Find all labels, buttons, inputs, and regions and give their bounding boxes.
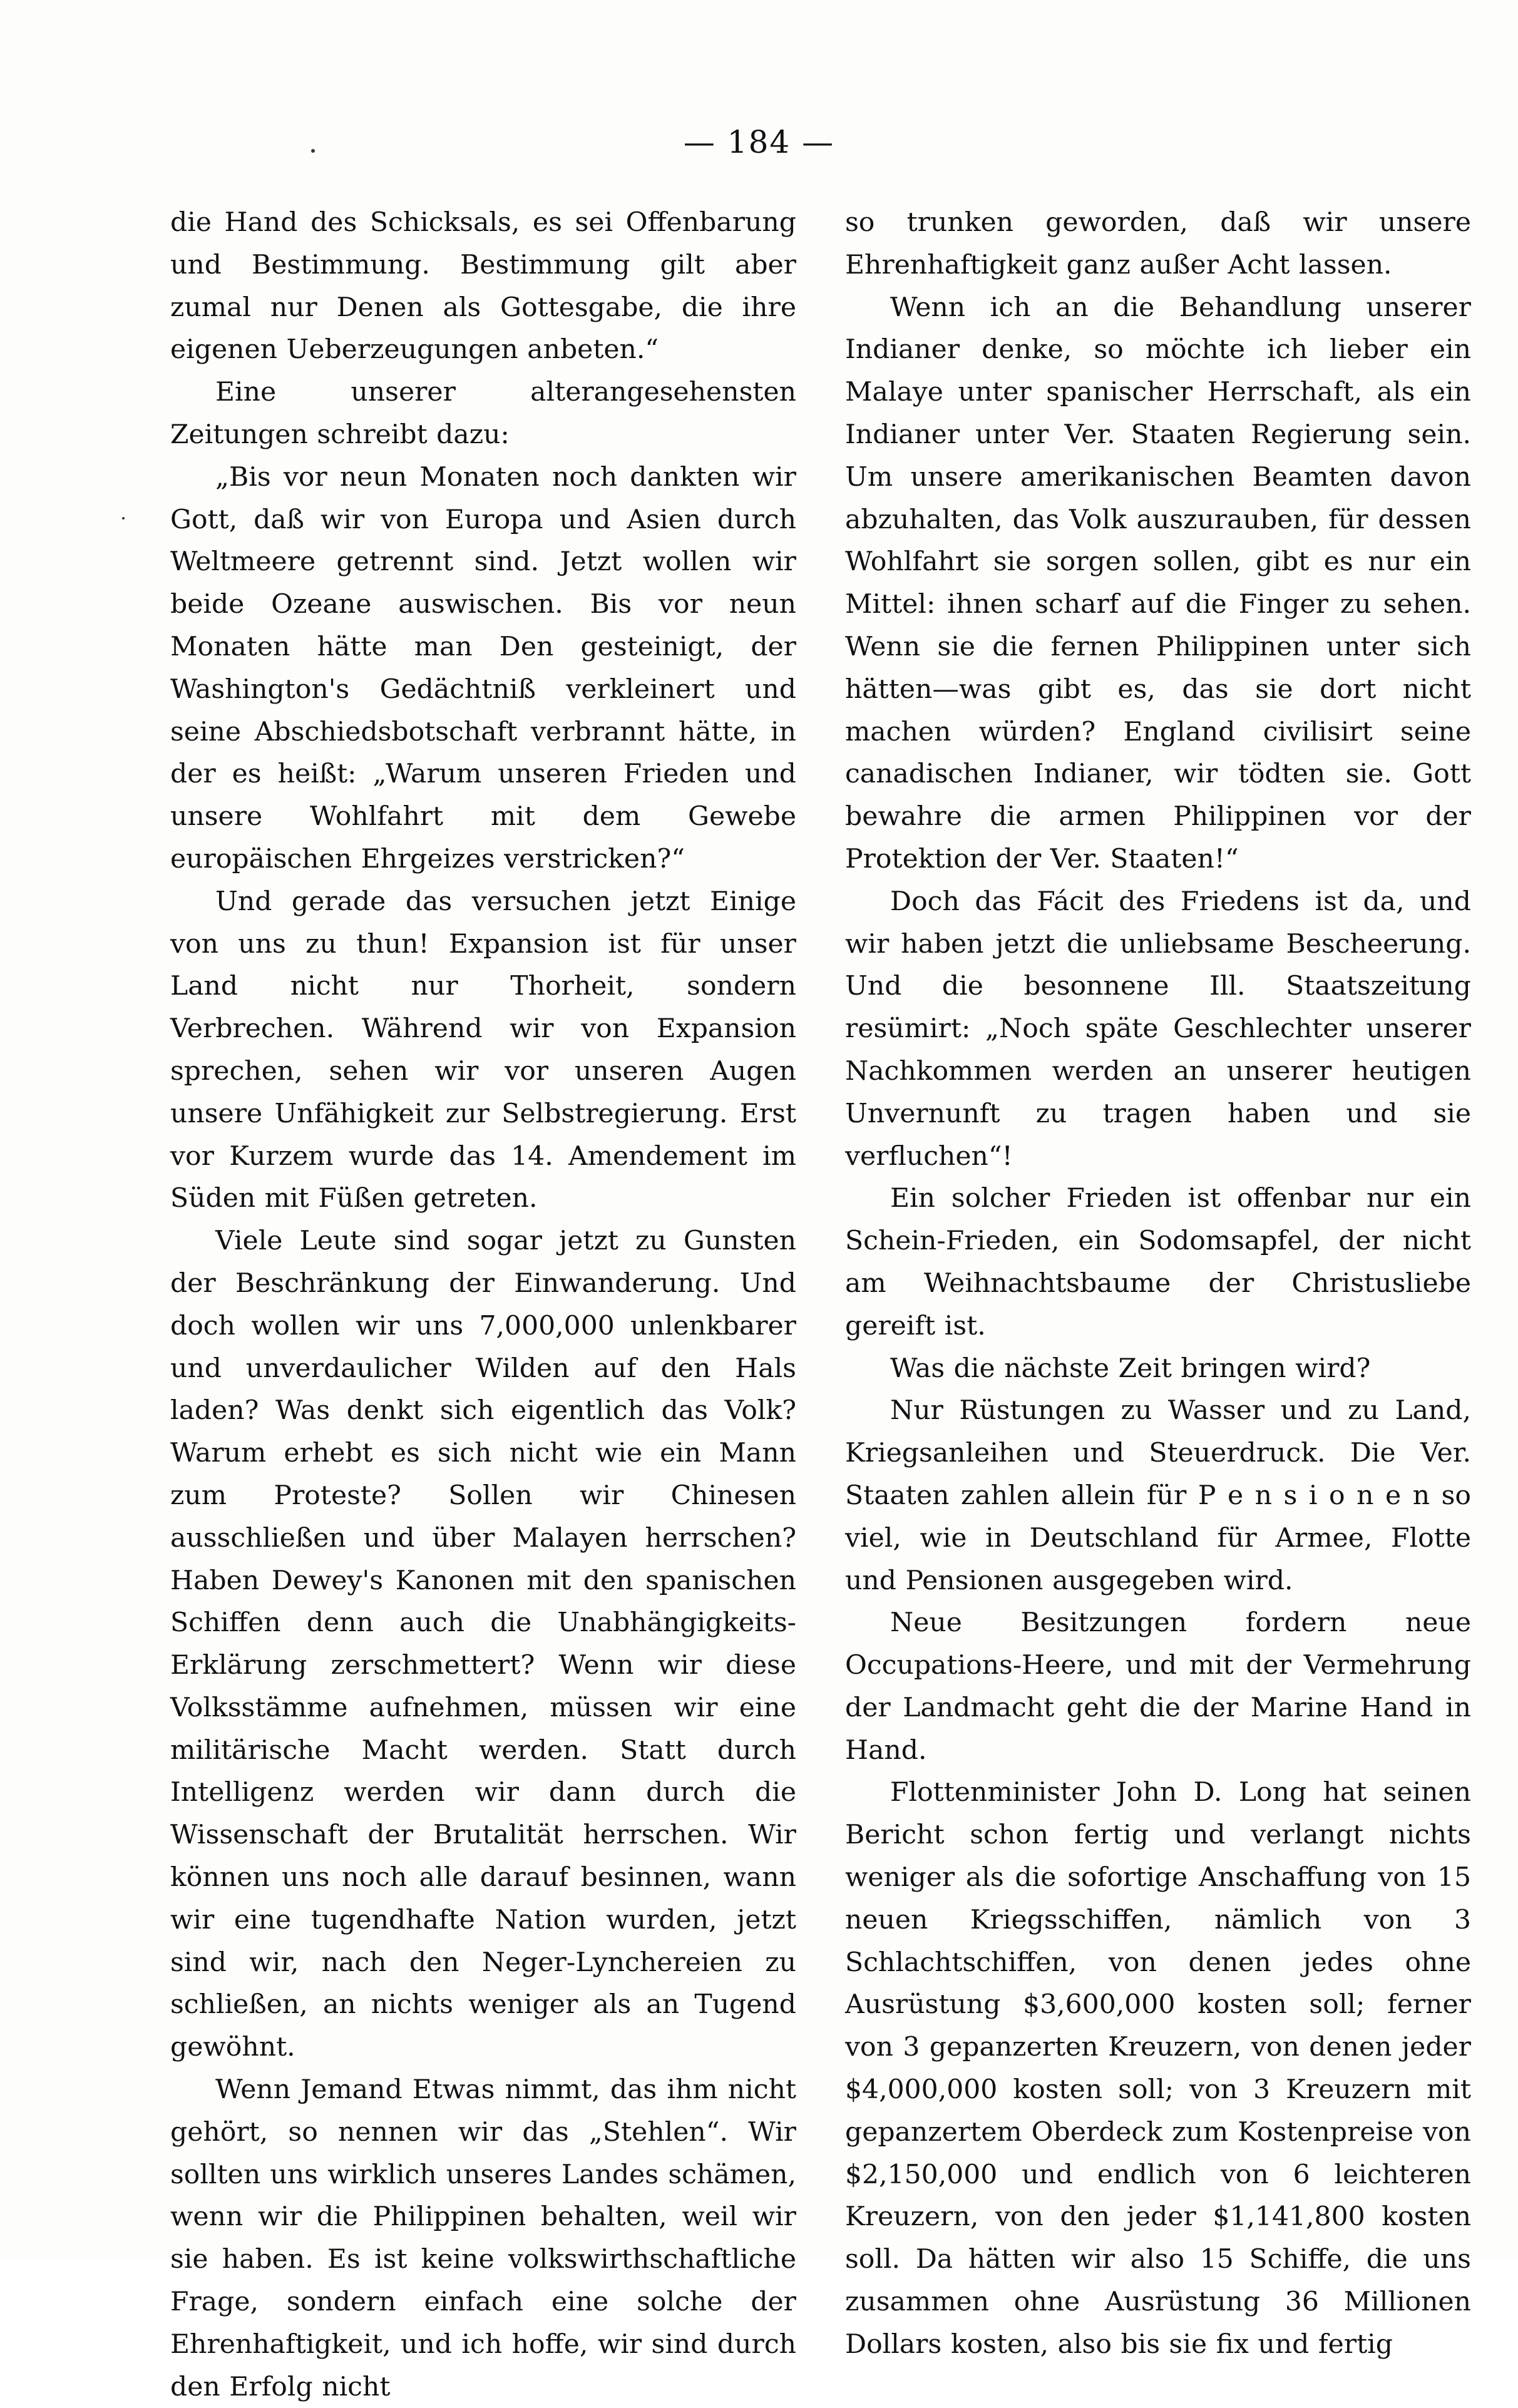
paragraph: Wenn Jemand Etwas nimmt, das ihm nicht gehört, so nennen wir das „Stehlen“. Wir sollten uns wirklich unseres Landes schämen, wenn wir die Philippinen behalten, weil wir sie haben. Es ist keine volkswirthschaftliche Frage, sondern einfach eine solche der Ehrenhaftigkeit, und ich hoffe, wir sind durch den Erfolg nicht xyxy=(170,2074,796,2402)
paragraph: so trunken geworden, daß wir unsere Ehrenhaftigkeit ganz außer Acht lassen. xyxy=(845,207,1471,280)
paragraph: Nur Rüstungen zu Wasser und zu Land, Kriegsanleihen und Steuerdruck. Die Ver. Staaten zahlen allein für P e n s i o n e n so viel, wie in Deutschland für Armee, Flotte und Pensionen ausgegeben wird. xyxy=(845,1395,1471,1596)
print-speck xyxy=(122,517,125,520)
paragraph: die Hand des Schicksals, es sei Offenbarung und Bestimmung. Bestimmung gilt aber zumal nur Denen als Gottesgabe, die ihre eigenen Ueberzeugungen anbeten.“ xyxy=(170,207,796,366)
right-column xyxy=(845,202,1471,2360)
left-column xyxy=(170,202,796,2402)
paragraph: Wenn ich an die Behandlung unserer Indianer denke, so möchte ich lieber ein Malaye unter spanischer Herrschaft, als ein Indianer unter Ver. Staaten Regierung sein. Um unsere amerikanischen Beamten davon abzuhalten, das Volk auszurauben, für dessen Wohlfahrt sie sorgen sollen, gibt es nur ein Mittel: ihnen scharf auf die Finger zu sehen. Wenn sie die fernen Philippinen unter sich hätten—was gibt es, das sie dort nicht machen würden? England civilisirt seine canadischen Indianer, wir tödten sie. Gott bewahre die armen Philippinen vor der Protektion der Ver. Staaten!“ xyxy=(845,292,1471,874)
page-number: — 184 — xyxy=(683,124,835,160)
paragraph: Viele Leute sind sogar jetzt zu Gunsten der Beschränkung der Einwanderung. Und doch wollen wir uns 7,000,000 unlenkbarer und unverdaulicher Wilden auf den Hals laden? Was denkt sich eigentlich das Volk? Warum erhebt es sich nicht wie ein Mann zum Proteste? Sollen wir Chinesen ausschließen und über Malayen herrschen? Haben Dewey's Kanonen mit den spanischen Schiffen denn auch die Unabhängigkeits-Erklärung zerschmettert? Wenn wir diese Volksstämme aufnehmen, müssen wir eine militärische Macht werden. Statt durch Intelligenz werden wir dann durch die Wissenschaft der Brutalität herrschen. Wir können uns noch alle darauf besinnen, wann wir eine tugendhafte Nation wurden, jetzt sind wir, nach den Neger-Lynchereien zu schließen, an nichts weniger als an Tugend gewöhnt. xyxy=(170,1226,796,2063)
paragraph: Eine unserer alterangesehensten Zeitungen schreibt dazu: xyxy=(170,377,796,450)
paragraph: Was die nächste Zeit bringen wird? xyxy=(890,1353,1371,1384)
paragraph: Flottenminister John D. Long hat seinen Bericht schon fertig und verlangt nichts weniger als die sofortige Anschaffung von 15 neuen Kriegsschiffen, nämlich von 3 Schlachtschiffen, von denen jedes ohne Ausrüstung $3,600,000 kosten soll; ferner von 3 gepanzerten Kreuzern, von denen jeder $4,000,000 kosten soll; von 3 Kreuzern mit gepanzertem Oberdeck zum Kostenpreise von $2,150,000 und endlich von 6 leichteren Kreuzern, von den jeder $1,141,800 kosten soll. Da hätten wir also 15 Schiffe, die uns zusammen ohne Ausrüstung 36 Millionen Dollars kosten, also bis sie fix und fertig xyxy=(845,1777,1471,2360)
paragraph: Und gerade das versuchen jetzt Einige von uns zu thun! Expansion ist für unser Land nicht nur Thorheit, sondern Verbrechen. Während wir von Expansion sprechen, sehen wir vor unseren Augen unsere Unfähigkeit zur Selbstregierung. Erst vor Kurzem wurde das 14. Amendement im Süden mit Füßen getreten. xyxy=(170,886,796,1214)
paragraph: Ein solcher Frieden ist offenbar nur ein Schein-Frieden, ein Sodomsapfel, der nicht am Weihnachtsbaume der Christusliebe gereift ist. xyxy=(845,1183,1471,1341)
paragraph: Neue Besitzungen fordern neue Occupations-Heere, und mit der Vermehrung der Landmacht geht die der Marine Hand in Hand. xyxy=(845,1607,1471,1766)
print-speck xyxy=(311,149,315,153)
paragraph: Doch das Fácit des Friedens ist da, und wir haben jetzt die unliebsame Bescheerung. Und die besonnene Ill. Staatszeitung resümirt: „Noch späte Geschlechter unserer Nachkommen werden an unserer heutigen Unvernunft zu tragen haben und sie verfluchen“! xyxy=(845,886,1471,1172)
quoted-paragraph: „Bis vor neun Monaten noch dankten wir Gott, daß wir von Europa und Asien durch Weltmeere getrennt sind. Jetzt wollen wir beide Ozeane auswischen. Bis vor neun Monaten hätte man Den gesteinigt, der Washington's Gedächtniß verkleinert und seine Abschiedsbotschaft verbrannt hätte, in der es heißt: „Warum unseren Frieden und unsere Wohlfahrt mit dem Gewebe europäischen Ehrgeizes verstricken?“ xyxy=(170,461,796,874)
